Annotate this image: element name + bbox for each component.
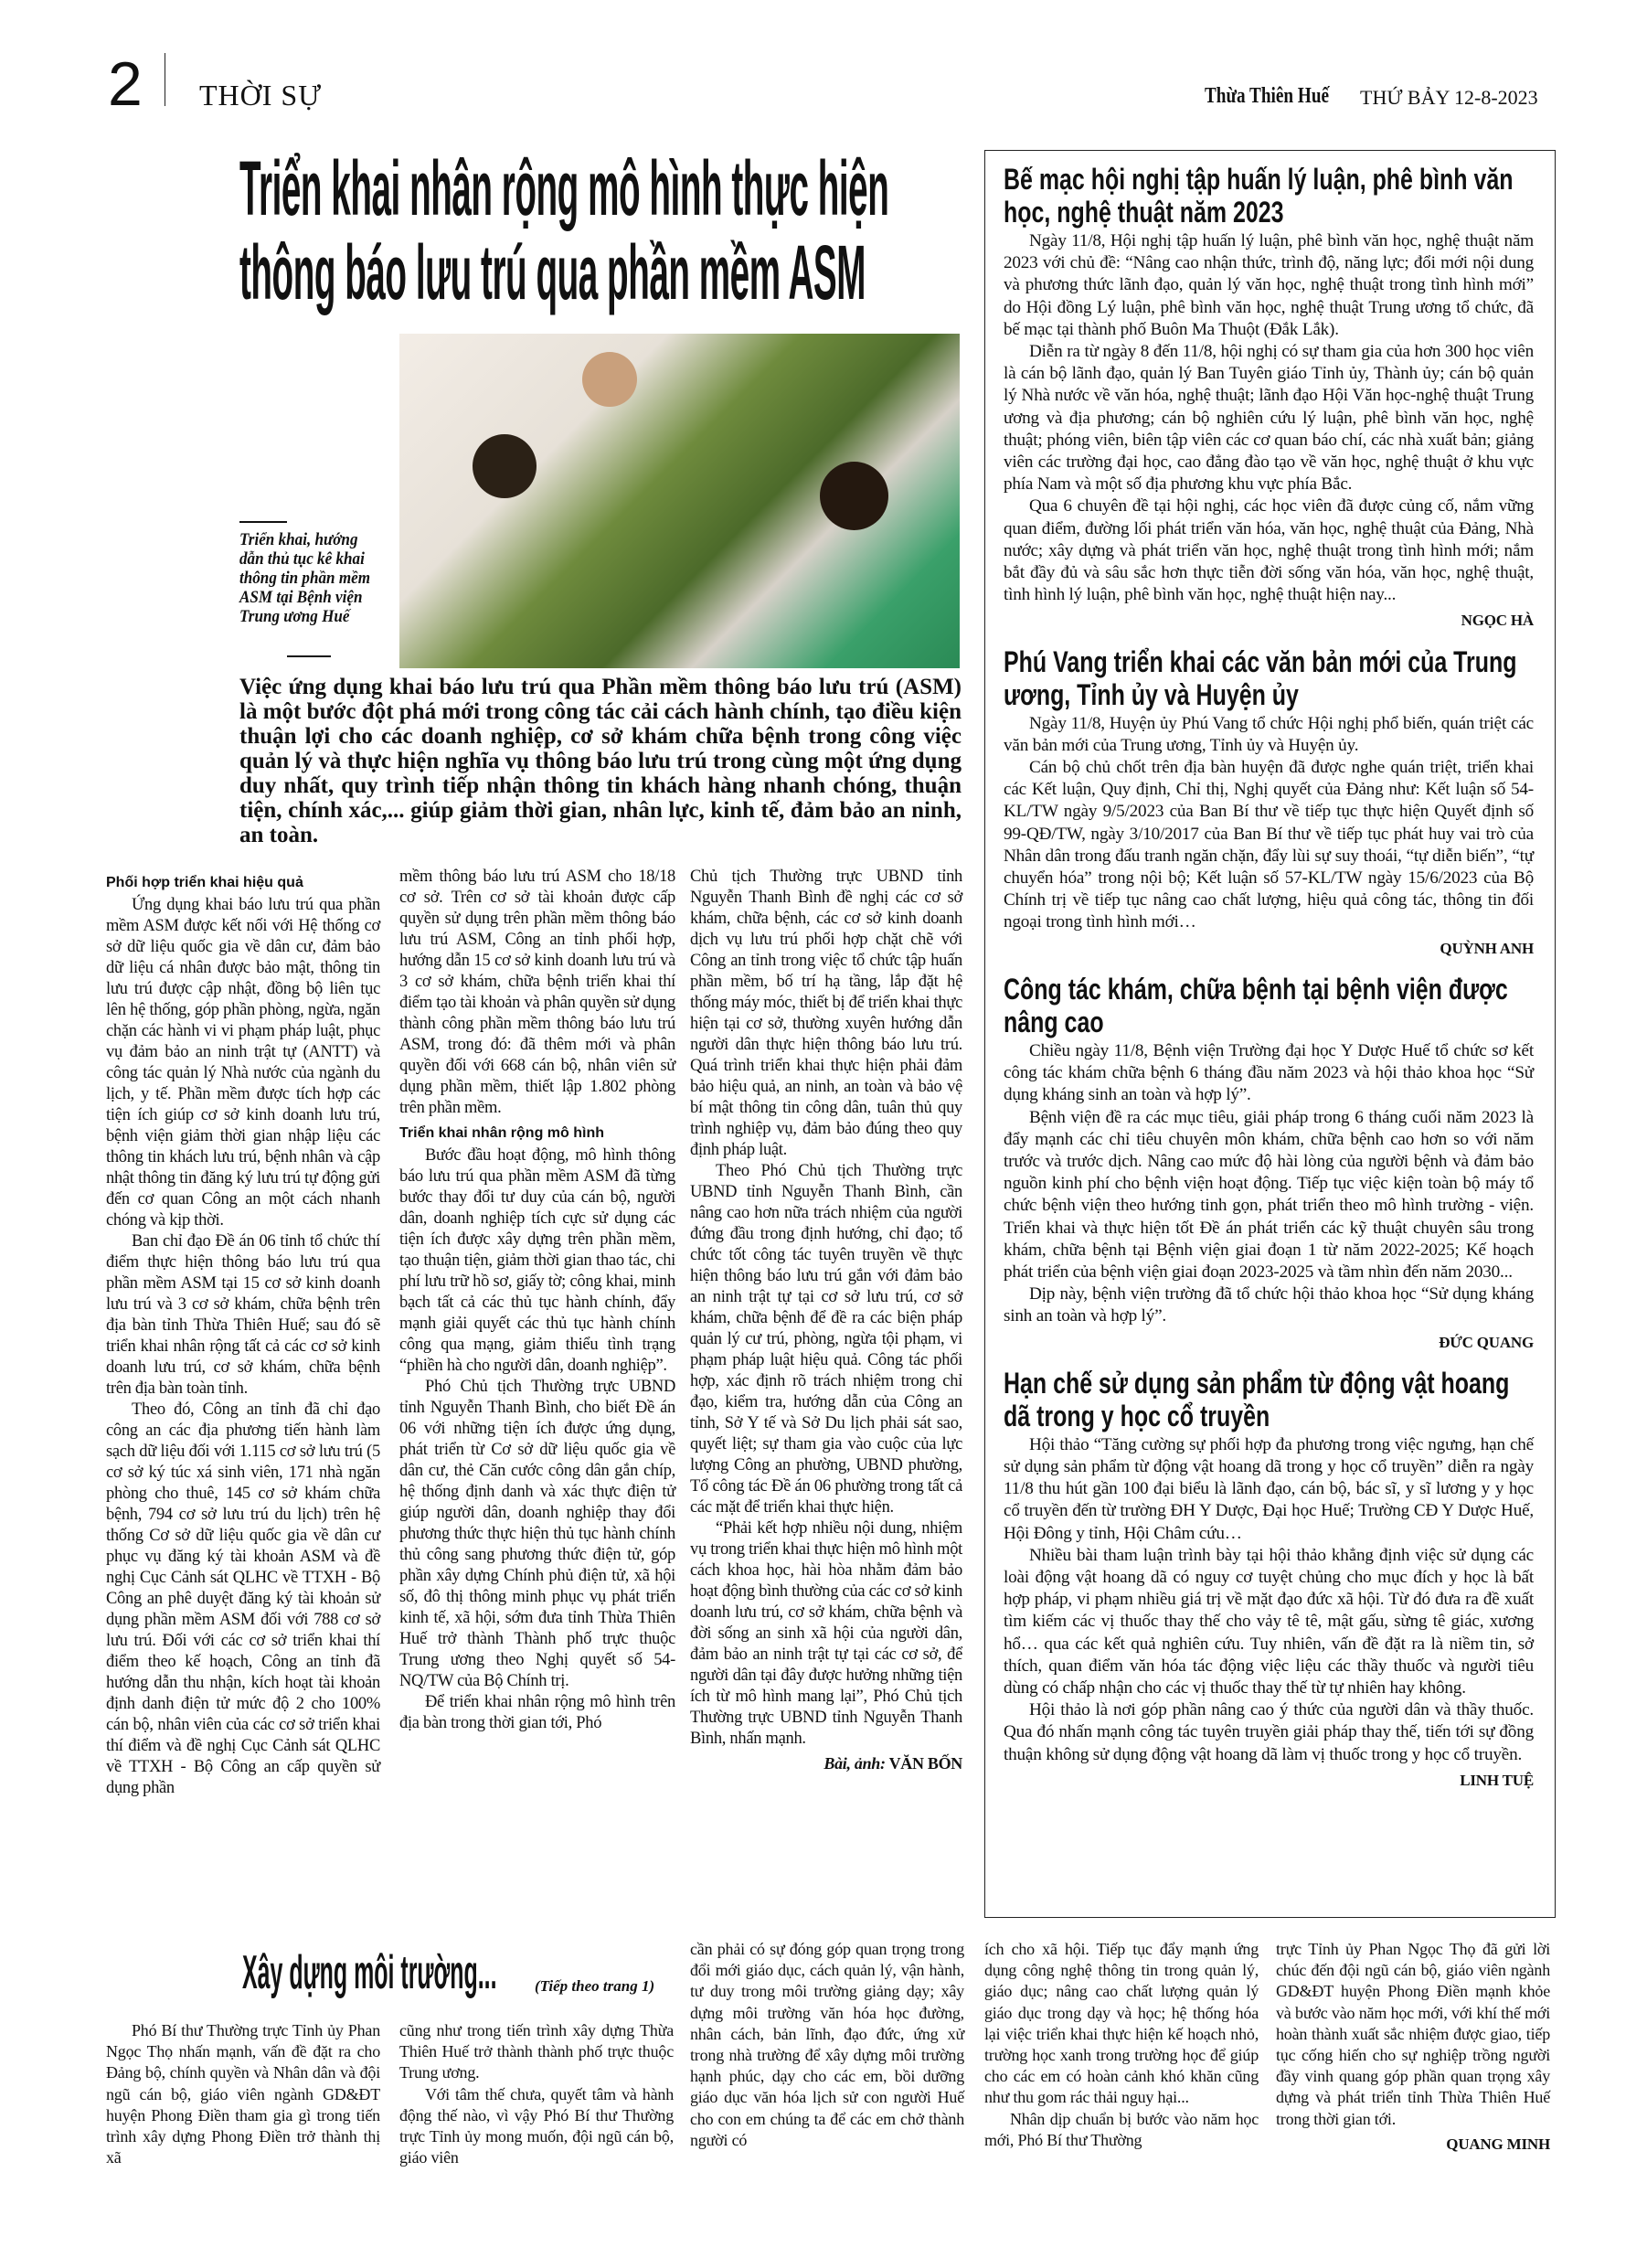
section-title: THỜI SỰ	[199, 79, 323, 112]
article-column-3	[690, 867, 962, 1774]
article-column-1	[106, 868, 380, 1799]
paragraph: cũng như trong tiến trình xây dựng Thừa Thiên Huế trở thành thành phố trực thuộc Trung ương.	[399, 2021, 674, 2082]
paragraph: trực Tỉnh ủy Phan Ngọc Thọ đã gửi lời chúc đến đội ngũ cán bộ, giáo viên ngành GD&ĐT huyện Phong Điền mạnh khỏe và bước vào năm học mới, với khí thế mới hoàn thành xuất sắc nhiệm được giao, tiếp tục cống hiến cho sự nghiệp trồng người đầy vinh quang góp phần quan trọng xây dựng và phát triển tỉnh Thừa Thiên Huế trong thời gian tới.	[1276, 1940, 1550, 2128]
sidebar-article-title: Phú Vang triển khai các văn bản mới của Trung ương, Tỉnh ủy và Huyện ủy	[1004, 644, 1517, 711]
paragraph: “Phải kết hợp nhiều nội dung, nhiệm vụ trong triển khai thực hiện mô hình một cách khoa học, hài hòa nhằm đảm bảo hoạt động bình thường của các cơ sở kinh doanh lưu trú, cơ sở khám, chữa bệnh và đời sống an sinh xã hội của người dân, đảm bảo an ninh trật tự tại các cơ sở, để người dân tại đây được hưởng những tiện ích từ mô hình mang lại”, Phó Chủ tịch Thường trực UBND tỉnh Nguyễn Thanh Bình, nhấn mạnh.	[690, 1519, 962, 1748]
bottom-column	[984, 1939, 1259, 2151]
paragraph: Bệnh viện đề ra các mục tiêu, giải pháp trong 6 tháng cuối năm 2023 là đẩy mạnh các chỉ tiêu chuyên môn khám, chữa bệnh cao hơn so với năm trước và trước dịch. Nâng cao mức độ hài lòng của người bệnh và đảm bảo nguồn kinh phí cho bệnh viện hoạt động. Tiếp tục việc kiện toàn bộ máy tổ chức bệnh viện theo hướng tinh gọn, phát triển theo mô hình trường - viện. Triển khai và thực hiện tốt Đề án phát triển các kỹ thuật chuyên sâu trong khám, chữa bệnh tại Bệnh viện giai đoạn 1 từ năm 2022-2025; Kế hoạch phát triển của bệnh viện giai đoạn 2023-2025 và tầm nhìn đến năm 2030...	[1004, 1107, 1534, 1282]
sidebar-article	[1004, 973, 1534, 1354]
paragraph: Cán bộ chủ chốt trên địa bàn huyện đã được nghe quán triệt, triển khai các Kết luận, Quy định, Chỉ thị, Nghị quyết của Đảng như: Kết luận số 54-KL/TW ngày 9/5/2023 của Ban Bí thư về tiếp tục thực hiện Quyết định số 99-QĐ/TW, ngày 3/10/2017 của Ban Bí thư về tiếp tục phát huy vai trò của Nhân dân trong đấu tranh ngăn chặn, đẩy lùi sự suy thoái, “tự diễn biến”, “tự chuyển hóa” trong nội bộ; Kết luận số 57-KL/TW ngày 15/6/2023 của Bộ Chính trị về tiếp tục nâng cao chất lượng, hiệu quả công tác, thông tin đối ngoại trong tình hình mới…	[1004, 758, 1534, 932]
subheading: Triển khai nhân rộng mô hình	[399, 1125, 605, 1141]
issue-date: THỨ BẢY 12-8-2023	[1360, 86, 1538, 109]
bottom-column	[690, 1939, 964, 2151]
continued-from-note: (Tiếp theo trang 1)	[535, 1977, 655, 1995]
paragraph: Theo Phó Chủ tịch Thường trực UBND tỉnh Nguyễn Thanh Bình, cần nâng cao hơn nữa trách nhiệm của người đứng đầu trong định hướng, chỉ đạo; tổ chức tốt công tác tuyên truyền về thực hiện thông báo lưu trú gắn với đảm bảo an ninh trật tự tại cơ sở lưu trú, cơ sở khám, chữa bệnh để đề ra các biện pháp quản lý cư trú, phòng, ngừa tội phạm, vi phạm pháp luật hiệu quả. Công tác phối hợp, xác định rõ trách nhiệm trong chỉ đạo, kiểm tra, hướng dẫn của Công an tỉnh, Sở Y tế và Sở Du lịch phải sát sao, quyết liệt; sự tham gia vào cuộc của lực lượng Công an phường, UBND phường, Tổ công tác Đề án 06 phường trong tất cả các mặt để triển khai thực hiện.	[690, 1162, 962, 1517]
photo-caption: Triển khai, hướng dẫn thủ tục kê khai thông tin phần mềm ASM tại Bệnh viện Trung ương Huế	[239, 530, 371, 626]
paragraph: Ứng dụng khai báo lưu trú qua phần mềm ASM được kết nối với Hệ thống cơ sở dữ liệu quốc gia về dân cư, đảm bảo dữ liệu cá nhân được bảo mật, thông tin lưu trú được cập nhật, đồng bộ liên tục lên hệ thống, góp phần phòng, ngừa, ngăn chặn các hành vi vi phạm pháp luật, phục vụ đảm bảo an ninh trật tự (ANTT) và công tác quản lý Nhà nước của ngành du lịch, y tế. Phần mềm được tích hợp các tiện ích giúp cơ sở kinh doanh lưu trú, bệnh viện giảm thời gian nhập liệu các thông tin khách lưu trú, bệnh nhân và cập nhật thông tin đăng ký lưu trú tự động gửi đến cơ quan Công an một cách nhanh chóng và kịp thời.	[106, 896, 380, 1230]
article-byline	[690, 1753, 962, 1774]
bottom-article	[0, 1932, 1647, 2206]
paragraph: Phó Chủ tịch Thường trực UBND tỉnh Nguyễn Thanh Bình, cho biết Đề án 06 với những tiện ích được ứng dụng, phát triển từ Cơ sở dữ liệu quốc gia về dân cư, thẻ Căn cước công dân gắn chíp, hệ thống định danh và xác thực điện tử giúp người dân, doanh nghiệp thay đổi phương thức thực hiện thủ tục hành chính thủ công sang phương thức điện tử, góp phần xây dựng Chính phủ điện tử, xã hội số, đô thị thông minh phục vụ phát triển kinh tế, xã hội, sớm đưa tỉnh Thừa Thiên Huế trở thành Thành phố trực thuộc Trung ương theo Nghị quyết số 54-NQ/TW của Bộ Chính trị.	[399, 1378, 675, 1690]
byline-prefix: Bài, ảnh:	[824, 1754, 886, 1773]
paragraph: Nhân dịp chuẩn bị bước vào năm học mới, Phó Bí thư Thường	[984, 2109, 1259, 2149]
paragraph: Diễn ra từ ngày 8 đến 11/8, hội nghị có sự tham gia của hơn 300 học viên là cán bộ lãnh đạo, quản lý Ban Tuyên giáo Tỉnh ủy, Thành ủy; cán bộ quản lý Nhà nước về văn hóa, nghệ thuật; lãnh đạo Hội Văn học-nghệ thuật Trung ương và địa phương; cán bộ nghiên cứu lý luận, phê bình văn học, nghệ thuật; phóng viên, biên tập viên các cơ quan báo chí, các nhà xuất bản; giảng viên các trường đại học, cao đẳng đào tạo về văn học, nghệ thuật ở khu vực phía Nam và một số địa phương khu vực phía Bắc.	[1004, 342, 1534, 495]
sidebar-article	[1004, 1367, 1534, 1792]
byline: ĐỨC QUANG	[1439, 1333, 1534, 1351]
paragraph: Chủ tịch Thường trực UBND tỉnh Nguyễn Thanh Bình đề nghị các cơ sở khám, chữa bệnh, các cơ sở kinh doanh dịch vụ lưu trú phối hợp chặt chẽ với Công an tỉnh trong việc tổ chức tập huấn phần mềm, bố trí hạ tầng, lắp đặt hệ thống máy móc, thiết bị để triển khai thực hiện tại cơ sở, thường xuyên hướng dẫn người dân thực hiện thông báo lưu trú. Quá trình triển khai thực hiện phải đảm bảo hiệu quả, an ninh, an toàn và bảo vệ bí mật thông tin công dân, tuân thủ quy trình nghiệp vụ, đảm bảo đúng theo quy định pháp luật.	[690, 868, 962, 1159]
paragraph: Với tâm thế chưa, quyết tâm và hành động thế nào, vì vậy Phó Bí thư Thường trực Tỉnh ủy mong muốn, đội ngũ cán bộ, giáo viên	[399, 2084, 674, 2167]
paragraph: Dịp này, bệnh viện trường đã tổ chức hội thảo khoa học “Sử dụng kháng sinh an toàn và hợp lý”.	[1004, 1284, 1534, 1326]
paragraph: cần phải có sự đóng góp quan trọng trong đổi mới giáo dục, cách quản lý, vận hành, tư duy trong môi trường giảng dạy; xây dựng môi trường văn hóa học đường, nhân cách, bản lĩnh, đạo đức, ứng xử trong nhà trường để xây dựng môi trường hạnh phúc, dạy cho các em, bồi dưỡng giáo dục văn hóa lịch sử con người Huế cho con em chúng ta để các em chở thành người có	[690, 1940, 964, 2149]
main-headline: Triển khai nhân rộng mô hình thực hiện thông báo lưu trú qua phần mềm ASM	[239, 145, 889, 315]
byline: QUỲNH ANH	[1440, 939, 1534, 957]
paragraph: Chiều ngày 11/8, Bệnh viện Trường đại học Y Dược Huế tổ chức sơ kết công tác khám chữa bệnh 6 tháng đầu năm 2023 và hội thảo khoa học “Sử dụng kháng sinh an toàn và hợp lý”.	[1004, 1040, 1534, 1105]
subheading: Phối hợp triển khai hiệu quả	[106, 875, 303, 890]
paragraph: Ngày 11/8, Hội nghị tập huấn lý luận, phê bình văn học, nghệ thuật năm 2023 với chủ đề: “Nâng cao nhận thức, trình độ, năng lực; đổi mới nội dung và phương thức lãnh đạo, quản lý văn học, nghệ thuật trong tình hình mới” do Hội đồng Lý luận, phê bình văn học, nghệ thuật Trung ương tổ chức, đã bế mạc tại thành phố Buôn Ma Thuột (Đắk Lắk).	[1004, 231, 1534, 339]
sidebar-articles	[1004, 163, 1534, 1805]
bottom-article-title: Xây dựng môi trường...	[242, 1946, 497, 1999]
paragraph: Hội thảo là nơi góp phần nâng cao ý thức của người dân và thầy thuốc. Qua đó nhấn mạnh công tác tuyên truyền giải pháp thay thế, tiến tới sự đồng thuận không sử dụng động vật hoang dã làm vị thuốc trong y học cổ truyền.	[1004, 1700, 1534, 1764]
sidebar-article-title: Hạn chế sử dụng sản phẩm từ động vật hoang dã trong y học cổ truyền	[1004, 1366, 1510, 1432]
caption-rule	[287, 655, 331, 657]
newspaper-name: Thừa Thiên Huế	[1205, 84, 1330, 108]
paragraph: Ngày 11/8, Huyện ủy Phú Vang tổ chức Hội nghị phổ biến, quán triệt các văn bản mới của Trung ương, Tỉnh ủy và Huyện ủy.	[1004, 713, 1534, 755]
paragraph: Ban chỉ đạo Đề án 06 tỉnh tổ chức thí điểm thực hiện thông báo lưu trú qua phần mềm ASM tại 15 cơ sở kinh doanh lưu trú và 3 cơ sở khám, chữa bệnh trên địa bàn tỉnh Thừa Thiên Huế; sau đó sẽ triển khai nhân rộng tất cả các cơ sở kinh doanh lưu trú, cơ sở khám, chữa bệnh trên địa bàn toàn tỉnh.	[106, 1232, 380, 1398]
sidebar-article-title: Công tác khám, chữa bệnh tại bệnh viện được nâng cao	[1004, 972, 1508, 1038]
page-number: 2	[108, 49, 143, 119]
article-photo	[399, 334, 960, 668]
bottom-column	[399, 2020, 674, 2168]
article-column-2	[399, 867, 675, 1734]
paragraph: Phó Bí thư Thường trực Tỉnh ủy Phan Ngọc Thọ nhấn mạnh, vấn đề đặt ra cho Đảng bộ, chính quyền và Nhân dân và đội ngũ cán bộ, giáo viên ngành GD&ĐT huyện Phong Điền tham gia gì trong tiến trình xây dựng Phong Điền trở thành thị xã	[106, 2021, 380, 2167]
byline: NGỌC HÀ	[1461, 612, 1534, 630]
paragraph: ích cho xã hội. Tiếp tục đẩy mạnh ứng dụng công nghệ thông tin trong quản lý, giáo dục; nâng cao chất lượng quản lý giáo dục trong dạy và học; hệ thống hóa lại việc triển khai thực hiện kế hoạch nhỏ, trường học xanh trong trường học để giúp cho các em có hoàn cảnh khó khăn cũng như thu gom rác thải nguy hại...	[984, 1940, 1259, 2107]
paragraph: Bước đầu hoạt động, mô hình thông báo lưu trú qua phần mềm ASM đã từng bước thay đổi tư duy của cán bộ, người dân, doanh nghiệp tích cực sử dụng các tiện ích được xây dựng trên phần mềm, tạo thuận tiện, giảm thời gian thao tác, chi phí lưu trữ hồ sơ, giấy tờ; công khai, minh bạch tất cả các thủ tục hành chính, đẩy mạnh giải quyết các thủ tục hành chính công qua mạng, giảm thiểu tình trạng “phiền hà cho người dân, doanh nghiệp”.	[399, 1146, 675, 1375]
byline: QUANG MINH	[1446, 2135, 1550, 2153]
paragraph: Hội thảo “Tăng cường sự phối hợp đa phương trong việc ngưng, hạn chế sử dụng sản phẩm từ động vật hoang dã trong y học cổ truyền” diễn ra ngày 11/8 thu hút gần 100 đại biểu là lãnh đạo, cán bộ, bác sĩ, y sĩ lương y y học cổ truyền đến từ trường ĐH Y Dược, Đại học Huế; Trường CĐ Y Dược Huế, Hội Đông y tỉnh, Hội Châm cứu…	[1004, 1434, 1534, 1543]
bottom-column	[106, 2020, 380, 2168]
bottom-column	[1276, 1939, 1550, 2155]
paragraph: Nhiều bài tham luận trình bày tại hội thảo khẳng định việc sử dụng các loài động vật hoang dã có nguy cơ tuyệt chủng cho mục đích y học là bất hợp pháp, vi phạm nhiều giá trị về mặt đạo đức xã hội. Từ đó đưa ra đề xuất tìm kiếm các vị thuốc thay thế cho vảy tê tê, mật gấu, sừng tê giác, xương hổ… qua các kết quả nghiên cứu. Tuy nhiên, vấn đề đặt ra là niềm tin, sở thích, quan điểm văn hóa tác động việc liệu các thầy thuốc và người tiêu dùng có chấp nhận cho các vị thuốc thay thế từ tự nhiên hay không.	[1004, 1545, 1534, 1698]
sidebar-article	[1004, 163, 1534, 633]
paragraph: Qua 6 chuyên đề tại hội nghị, các học viên đã được củng cố, nắm vững quan điểm, đường lối phát triển văn hóa, văn học, nghệ thuật của Đảng, Nhà nước; xây dựng và phát triển văn học, nghệ thuật trong tình hình mới; nắm bắt đầy đủ và sâu sắc hơn thực tiễn đời sống văn hóa, văn học, nghệ thuật, tình hình lý luận, phê bình văn học, nghệ thuật hiện nay...	[1004, 496, 1534, 605]
paragraph: Theo đó, Công an tỉnh đã chỉ đạo công an các địa phương tiến hành làm sạch dữ liệu đối với 1.115 cơ sở lưu trú (5 cơ sở ký túc xá sinh viên, 171 nhà ngăn phòng cho thuê, 145 cơ sở khám chữa bệnh, 794 cơ sở lưu trú du lịch) trên hệ thống Cơ sở dữ liệu quốc gia về dân cư phục vụ đăng ký tài khoản ASM và đề nghị Cục Cảnh sát QLHC về TTXH - Bộ Công an phê duyệt đăng ký tài khoản sử dụng phần mềm ASM đối với 788 cơ sở lưu trú. Đối với các cơ sở triển khai thí điểm theo kế hoạch, Công an tỉnh đã hướng dẫn thu nhận, kích hoạt tài khoản định danh điện tử mức độ 2 cho 100% cán bộ, nhân viên của các cơ sở triển khai thí điểm và đề nghị Cục Cảnh sát QLHC về TTXH - Bộ Công an cấp quyền sử dụng phần	[106, 1400, 380, 1797]
sidebar-article	[1004, 645, 1534, 960]
byline: LINH TUỆ	[1460, 1771, 1534, 1789]
sidebar-article-title: Bế mạc hội nghị tập huấn lý luận, phê bình văn học, nghệ thuật năm 2023	[1004, 163, 1514, 229]
caption-rule	[239, 521, 287, 523]
byline-author: VĂN BỐN	[888, 1754, 962, 1773]
paragraph: Để triển khai nhân rộng mô hình trên địa bàn trong thời gian tới, Phó	[399, 1693, 675, 1732]
paragraph: mềm thông báo lưu trú ASM cho 18/18 cơ sở. Trên cơ sở tài khoản được cấp quyền sử dụng trên phần mềm thông báo lưu trú ASM, Công an tỉnh phối hợp, hướng dẫn 15 cơ sở kinh doanh lưu trú và 3 cơ sở khám, chữa bệnh triển khai thí điểm tạo tài khoản và phân quyền sử dụng thành công phần mềm thông báo lưu trú ASM, trong đó: đã thêm mới và phân quyền đối với 668 cán bộ, nhân viên sử dụng phần mềm, thiết lập 1.802 phòng trên phần mềm.	[399, 868, 675, 1117]
lead-paragraph: Việc ứng dụng khai báo lưu trú qua Phần mềm thông báo lưu trú (ASM) là một bước đột phá mới trong công tác cải cách hành chính, tạo điều kiện thuận lợi cho các doanh nghiệp, cơ sở khám chữa bệnh trong công việc quản lý và thực hiện nghĩa vụ thông báo lưu trú trong cùng một ứng dụng duy nhất, quy trình tiếp nhận thông tin khách hàng nhanh chóng, thuận tiện, chính xác,... giúp giảm thời gian, nhân lực, kinh tế, đảm bảo an ninh, an toàn.	[239, 675, 962, 847]
